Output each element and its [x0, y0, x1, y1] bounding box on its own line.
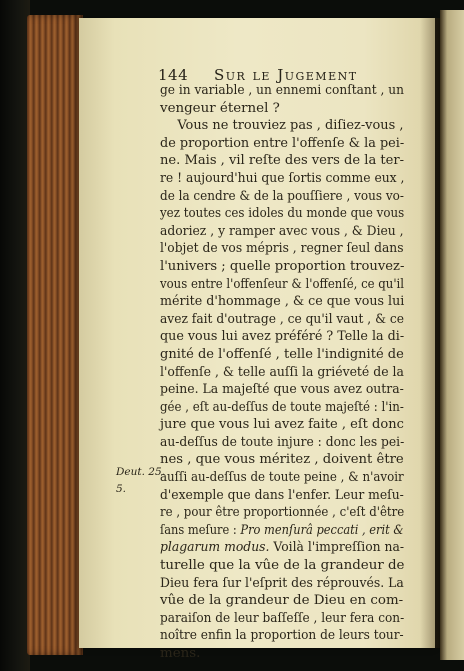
margin-reference-line: 5. [116, 483, 127, 495]
text-line: l'offenſe , & telle auſſi la griéveté de la [160, 364, 404, 380]
margin-reference [116, 464, 165, 498]
text-line: re , pour être proportionnée , c'eſt d'être [160, 505, 405, 521]
page-number: 144 [158, 66, 189, 84]
text-line: au-deſſus de toute injure : donc les pei- [160, 434, 405, 450]
page-stack-edge [27, 15, 83, 655]
text-line: Dieu fera ſur l'eſprit des réprouvés. La [160, 575, 404, 591]
text-line: gnité de l'offenſé , telle l'indignité de [160, 346, 404, 362]
text-line: de la cendre & de la pouſſiere , vous vo- [160, 188, 404, 204]
text-line: l'objet de vos mépris , regner ſeul dans [160, 241, 404, 257]
running-title: Sur le Jugement [214, 66, 358, 84]
text-line: que vous lui avez préféré ? Telle la di- [160, 329, 405, 345]
latin-quotation: plagarum modus. [160, 540, 270, 556]
facing-page-edge [440, 10, 464, 660]
text-line: gée , eſt au-deſſus de toute majeſté : l'in- [160, 399, 404, 415]
margin-reference-line: Deut. 25. [116, 466, 165, 478]
latin-quotation: Pro menſurâ peccati , erit & [240, 522, 404, 538]
book-cover-edge [0, 0, 30, 671]
text-line: Vous ne trouviez pas , diſiez-vous , [177, 118, 404, 134]
text-line: mérite d'hommage , & ce que vous lui [160, 294, 405, 310]
text-line [160, 539, 405, 557]
text-line: de proportion entre l'offenſe & la pei- [160, 135, 405, 151]
text-line: mens. [160, 646, 201, 661]
text-line: l'univers ; quelle proportion trouvez- [160, 258, 405, 274]
text-line: turelle que la vûe de la grandeur de [160, 558, 405, 574]
text-line: ne. Mais , vil reſte des vers de la ter- [160, 153, 405, 169]
text-line: vûe de la grandeur de Dieu en com- [160, 593, 404, 609]
text-fragment: ſans meſure : [160, 522, 241, 538]
text-line: noître enfin la proportion de leurs tour- [160, 628, 404, 644]
text-line: avez fait d'outrage , ce qu'il vaut , & ce [160, 311, 404, 327]
text-line: jure que vous lui avez faite , eſt donc [160, 417, 404, 433]
gutter-shadow [420, 18, 442, 648]
body-text [160, 82, 404, 663]
text-line [160, 522, 404, 540]
text-line: nes , que vous méritez , doivent être [160, 452, 404, 468]
text-line: yez toutes ces idoles du monde que vous [160, 206, 405, 222]
text-line: d'exemple que dans l'enfer. Leur meſu- [160, 487, 404, 503]
text-line: re ! aujourd'hui que ſortis comme eux , [160, 170, 405, 186]
text-line: paraiſon de leur baſſeſſe , leur fera con- [160, 610, 405, 626]
text-line: vengeur éternel ? [160, 100, 280, 116]
text-line: peine. La majeſté que vous avez outra- [160, 382, 404, 398]
text-line: ge in variable , un ennemi conſtant , un [160, 83, 404, 98]
text-fragment: Voilà l'impreſſion na- [269, 540, 405, 556]
text-line: adoriez , y ramper avec vous , & Dieu , [160, 223, 404, 239]
text-line: auſſi au-deſſus de toute peine , & n'avoir [160, 470, 404, 486]
text-line: vous entre l'offenſeur & l'offenſé, ce qu'il [160, 276, 405, 292]
